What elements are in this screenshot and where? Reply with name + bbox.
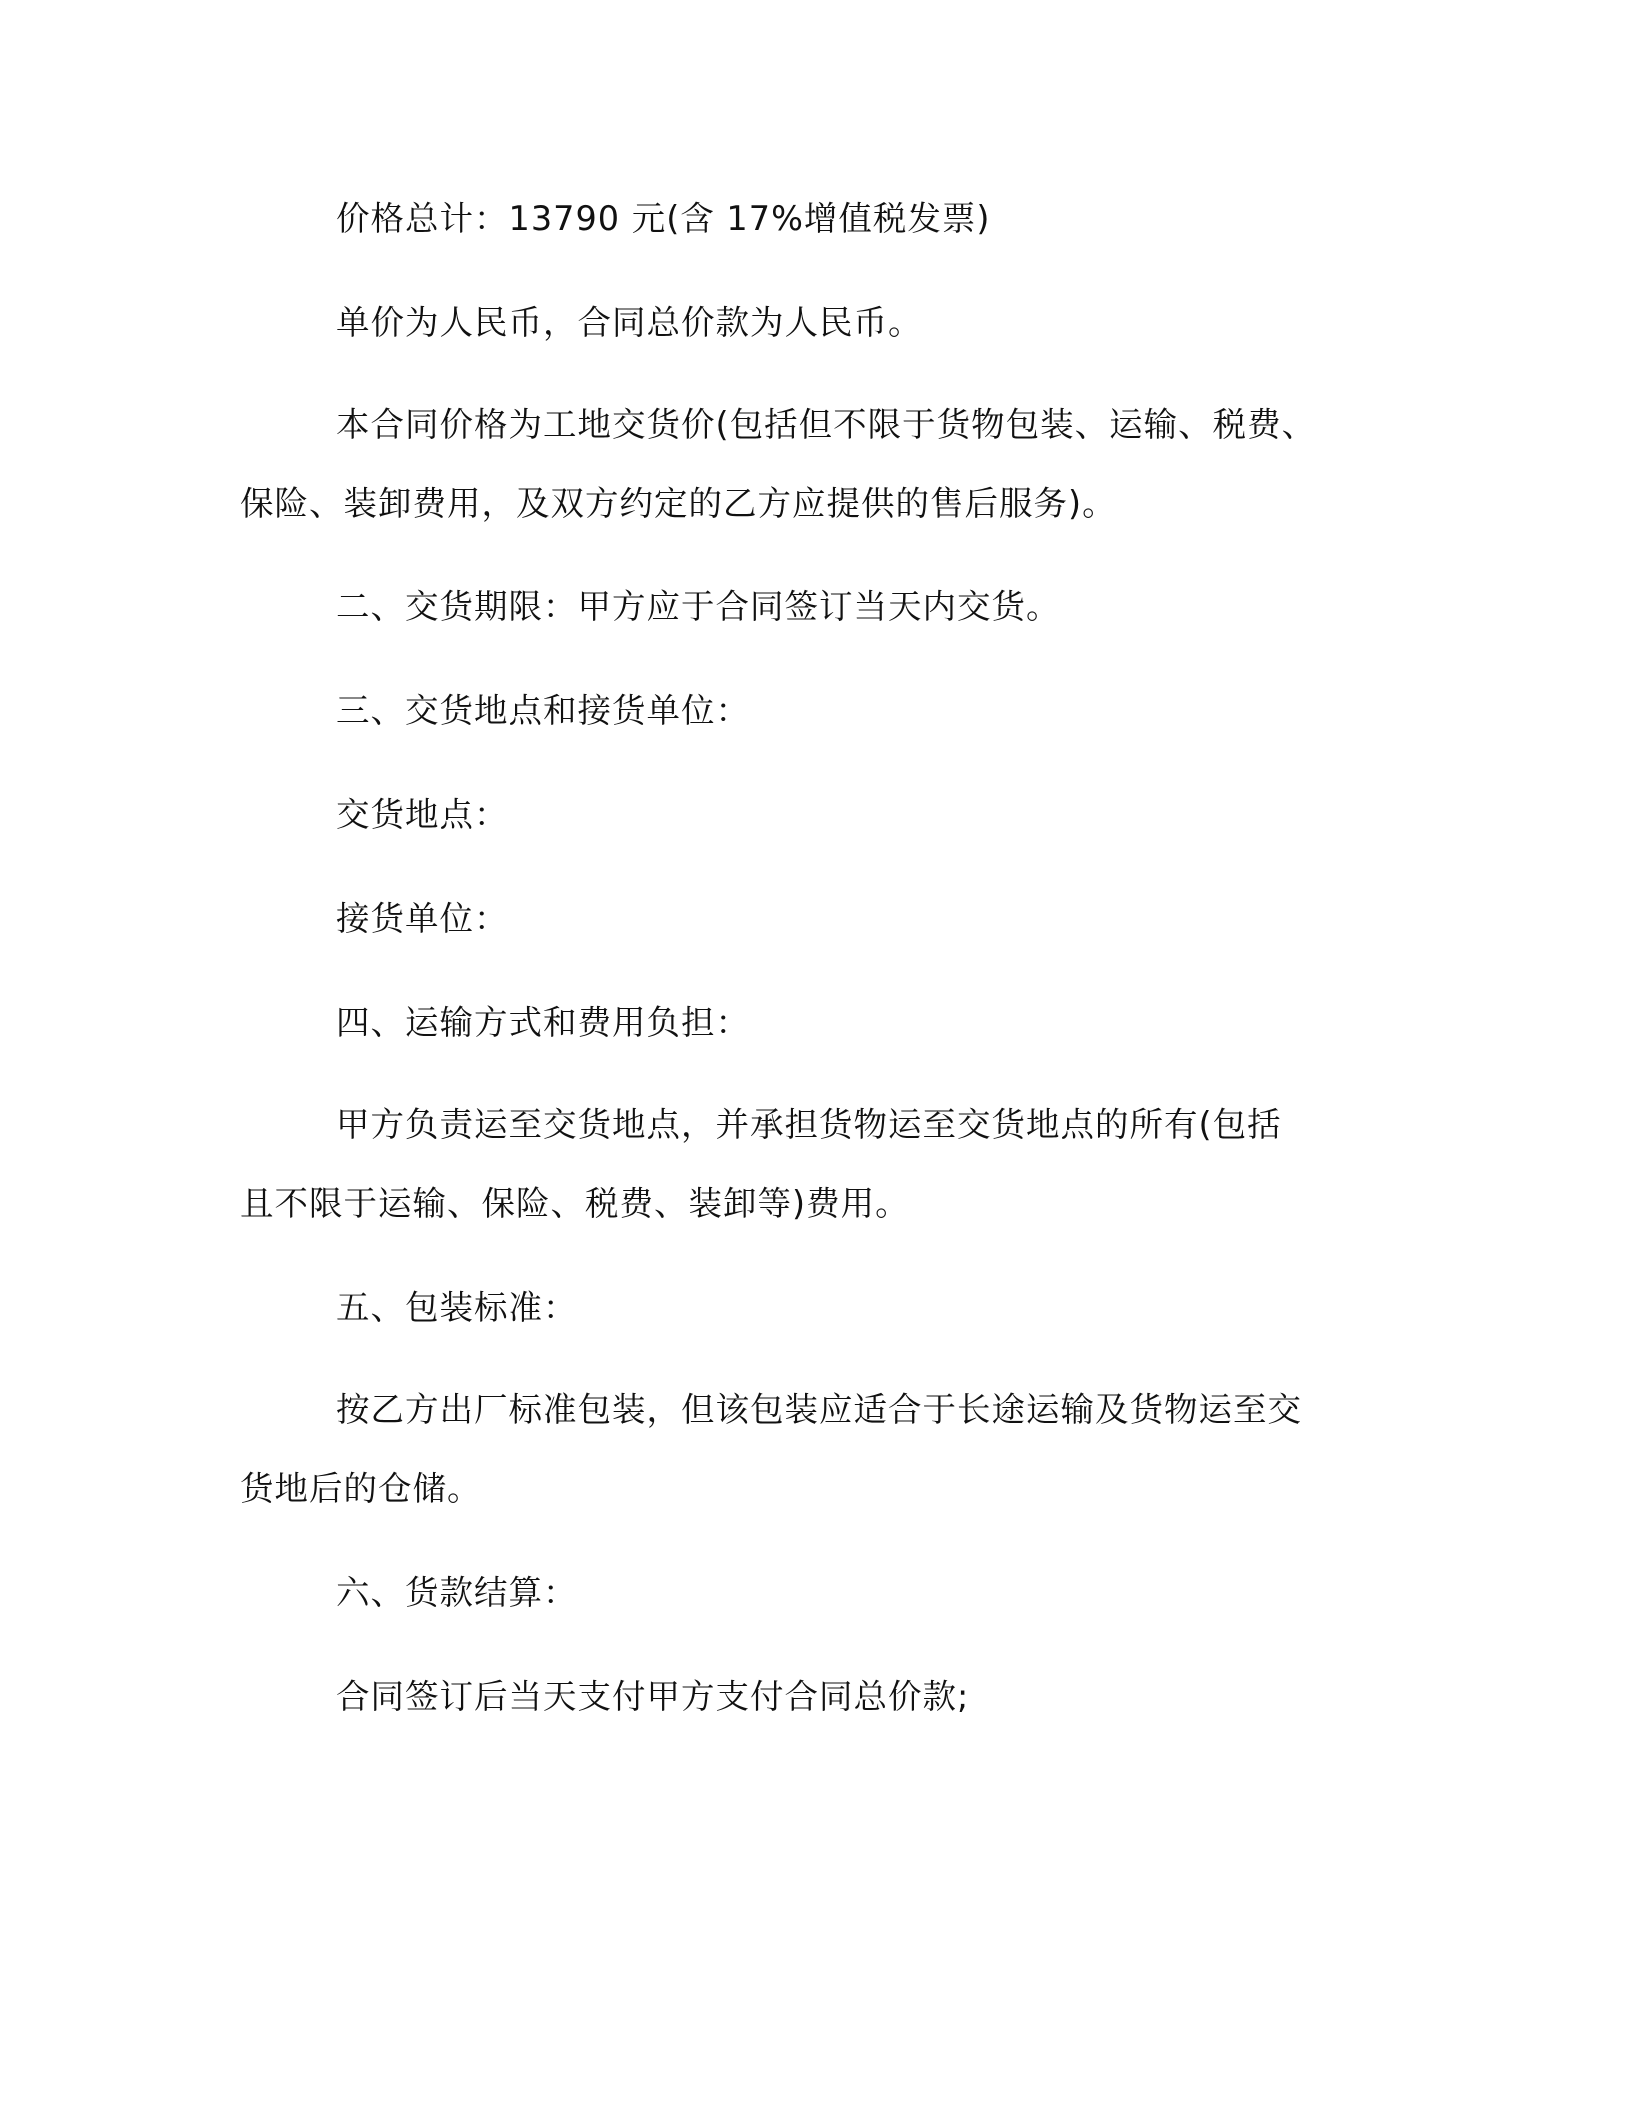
section-4-heading: 四、运输方式和费用负担： — [336, 1003, 750, 1042]
transport-terms-line-2: 且不限于运输、保险、税费、装卸等)费用。 — [240, 1184, 910, 1223]
unit-price-line: 单价为人民币，合同总价款为人民币。 — [336, 303, 923, 342]
section-2-delivery-period: 二、交货期限：甲方应于合同签订当天内交货。 — [336, 587, 1061, 626]
section-5-heading: 五、包装标准： — [336, 1288, 578, 1327]
section-6-heading: 六、货款结算： — [336, 1573, 578, 1612]
receiving-unit-label: 接货单位： — [336, 899, 509, 938]
packaging-terms-line-2: 货地后的仓储。 — [240, 1469, 482, 1508]
total-price-line: 价格总计：13790 元(含 17%增值税发票) — [336, 199, 991, 238]
price-terms-line-1: 本合同价格为工地交货价(包括但不限于货物包装、运输、税费、 — [336, 405, 1317, 444]
payment-terms-line: 合同签订后当天支付甲方支付合同总价款; — [336, 1677, 970, 1716]
section-3-heading: 三、交货地点和接货单位： — [336, 691, 750, 730]
transport-terms-line-1: 甲方负责运至交货地点，并承担货物运至交货地点的所有(包括 — [336, 1105, 1282, 1144]
packaging-terms-line-1: 按乙方出厂标准包装，但该包装应适合于长途运输及货物运至交 — [336, 1390, 1302, 1429]
price-terms-line-2: 保险、装卸费用，及双方约定的乙方应提供的售后服务)。 — [240, 484, 1117, 523]
delivery-location-label: 交货地点： — [336, 795, 509, 834]
